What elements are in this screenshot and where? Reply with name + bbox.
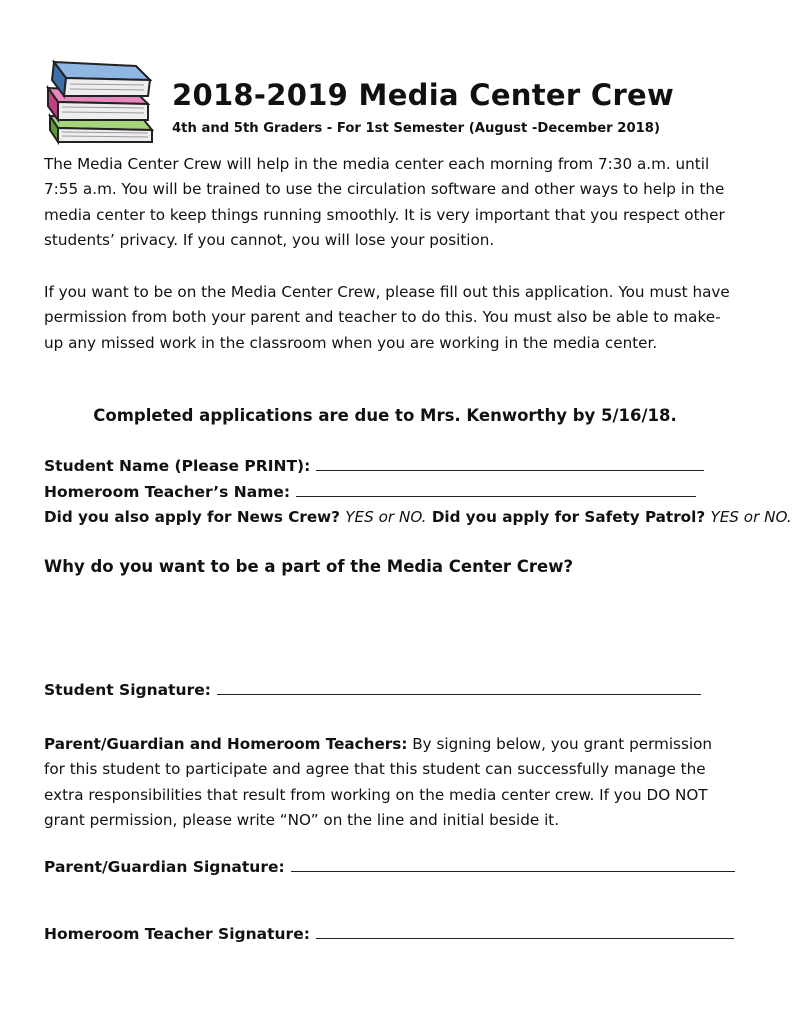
intro-paragraph-2: If you want to be on the Media Center Crew, please fill out this application. You must have permission from both your parent and teacher to do this. You must also be able to make-up any missed work in the classroom when you are working in the media center.	[44, 283, 730, 352]
student-name-field	[44, 457, 704, 475]
safety-patrol-question: Did you apply for Safety Patrol?	[431, 508, 706, 526]
page-subtitle: 4th and 5th Graders - For 1st Semester (August -December 2018)	[172, 121, 660, 136]
student-name-label: Student Name (Please PRINT):	[44, 457, 311, 475]
due-notice: Completed applications are due to Mrs. Kenworthy by 5/16/18.	[93, 406, 677, 425]
student-name-line[interactable]	[316, 469, 704, 471]
parent-signature-line[interactable]	[291, 870, 735, 872]
teacher-signature-label: Homeroom Teacher Signature:	[44, 925, 310, 943]
student-signature-line[interactable]	[217, 693, 701, 695]
crew-questions-line	[44, 508, 792, 526]
parent-signature-label: Parent/Guardian Signature:	[44, 858, 285, 876]
permission-text: By signing below, you grant permission for this student to participate and agree that this student can successfully manage the extra responsibilities that result from working on the media center crew. If you DO NOT grant permission, please write “NO” on the line and initial beside it.	[44, 735, 713, 829]
why-question: Why do you want to be a part of the Media Center Crew?	[44, 557, 574, 576]
page-title: 2018-2019 Media Center Crew	[172, 78, 675, 112]
news-crew-question: Did you also apply for News Crew?	[44, 508, 340, 526]
teacher-signature-line[interactable]	[316, 937, 734, 939]
news-crew-options[interactable]: YES or NO.	[345, 508, 427, 526]
homeroom-teacher-label: Homeroom Teacher’s Name:	[44, 483, 291, 501]
homeroom-teacher-line[interactable]	[296, 495, 696, 497]
teacher-signature-field	[44, 925, 734, 943]
permission-paragraph	[44, 732, 724, 833]
student-signature-label: Student Signature:	[44, 681, 211, 699]
parent-signature-field	[44, 858, 735, 876]
safety-patrol-options[interactable]: YES or NO.	[710, 508, 792, 526]
homeroom-teacher-field	[44, 483, 696, 501]
permission-lead: Parent/Guardian and Homeroom Teachers:	[44, 735, 408, 753]
stack-of-books-icon	[44, 58, 156, 144]
student-signature-field	[44, 681, 701, 699]
intro-paragraph-1: The Media Center Crew will help in the media center each morning from 7:30 a.m. until 7:55 a.m. You will be trained to use the circulation software and other ways to help in the media center to keep things running smoothly. It is very important that you respect other students’ privacy. If you cannot, you will lose your position.	[44, 155, 725, 249]
